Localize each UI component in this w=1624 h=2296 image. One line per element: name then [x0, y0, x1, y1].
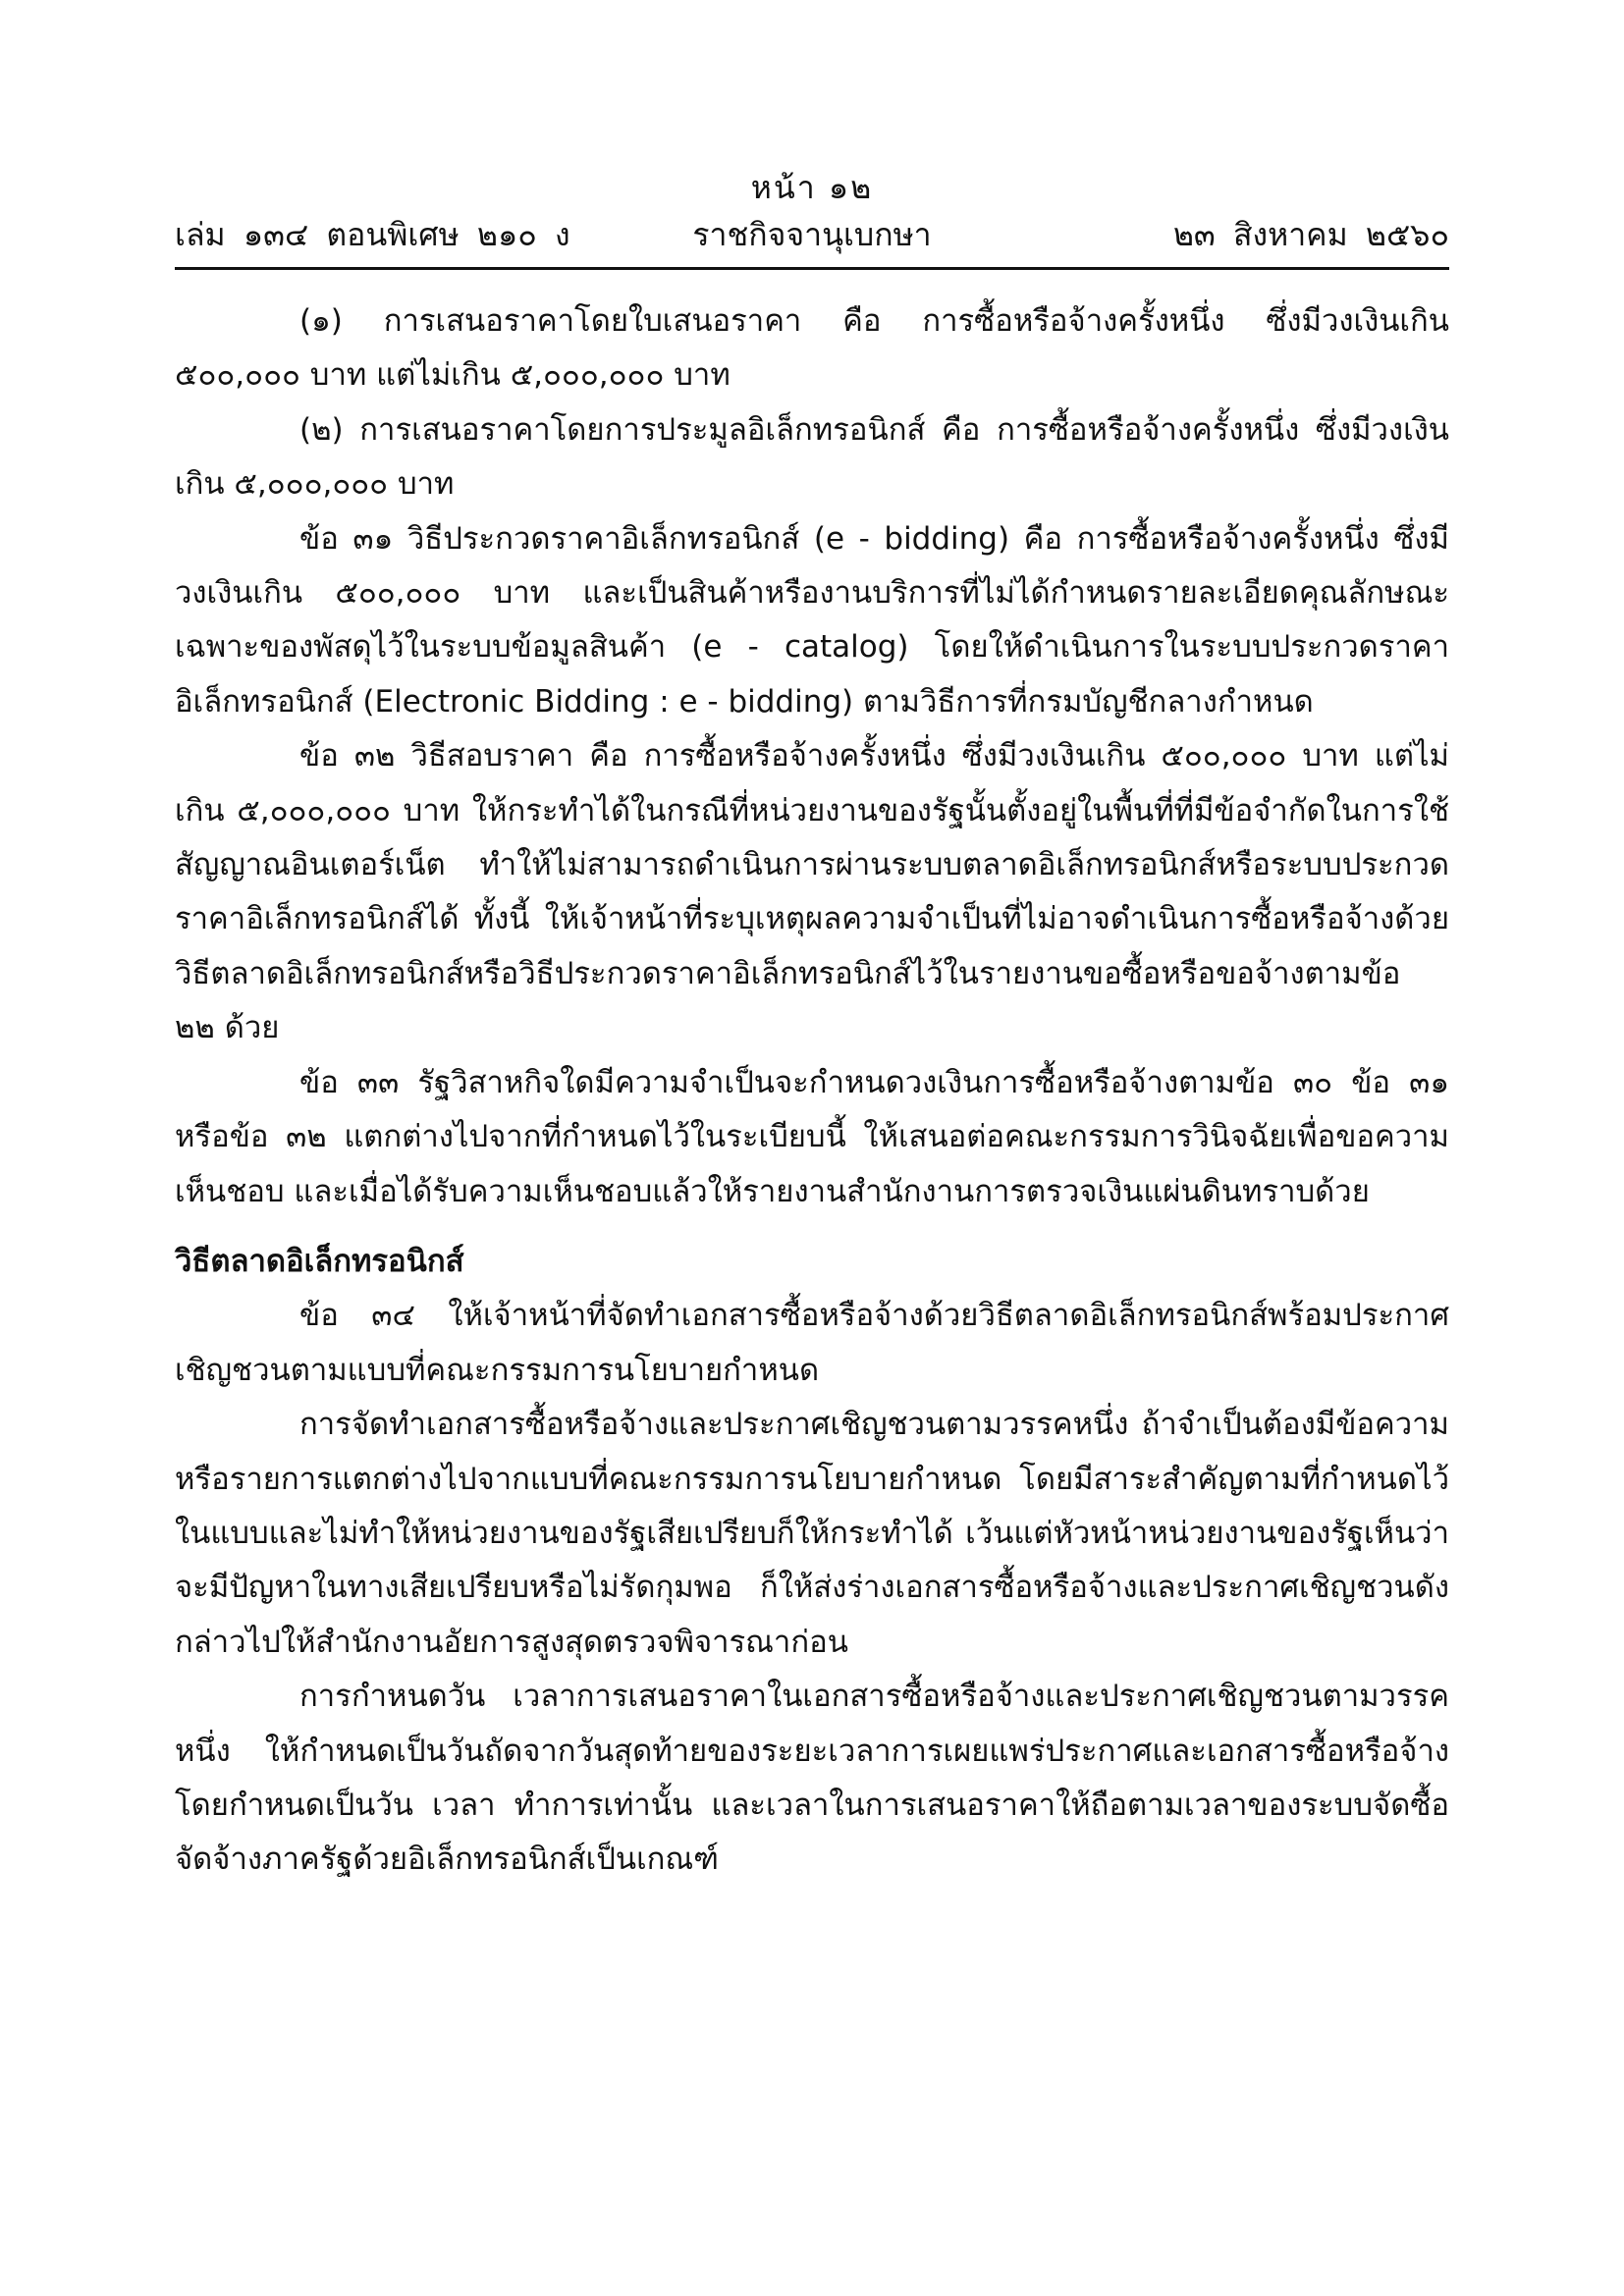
clause-32: ข้อ ๓๒ วิธีสอบราคา คือ การซื้อหรือจ้างครั้งหนึ่ง ซึ่งมีวงเงินเกิน ๕๐๐,๐๐๐ บาท แต่ไม่เกิน ๕,๐๐๐,๐๐๐ บาท ให้กระทำได้ในกรณีที่หน่วยงานของรัฐนั้นตั้งอยู่ในพื้นที่ที่มีข้อจำกัดในการใช้สัญญาณอินเตอร์เน็ต ทำให้ไม่สามารถดำเนินการผ่านระบบตลาดอิเล็กทรอนิกส์หรือระบบประกวดราคาอิเล็กทรอนิกส์ได้ ทั้งนี้ ให้เจ้าหน้าที่ระบุเหตุผลความจำเป็นที่ไม่อาจดำเนินการซื้อหรือจ้างด้วยวิธีตลาดอิเล็กทรอนิกส์หรือวิธีประกวดราคาอิเล็กทรอนิกส์ไว้ในรายงานขอซื้อหรือขอจ้างตามข้อ ๒๒ ด้วย [175, 738, 1449, 1046]
paragraph-1: (๑) การเสนอราคาโดยใบเสนอราคา คือ การซื้อหรือจ้างครั้งหนึ่ง ซึ่งมีวงเงินเกิน ๕๐๐,๐๐๐ บาท แต่ไม่เกิน ๕,๐๐๐,๐๐๐ บาท [175, 303, 1449, 394]
clause-34-paragraph-2: การจัดทำเอกสารซื้อหรือจ้างและประกาศเชิญชวนตามวรรคหนึ่ง ถ้าจำเป็นต้องมีข้อความหรือรายการแตกต่างไปจากแบบที่คณะกรรมการนโยบายกำหนด โดยมีสาระสำคัญตามที่กำหนดไว้ในแบบและไม่ทำให้หน่วยงานของรัฐเสียเปรียบก็ให้กระทำได้ เว้นแต่หัวหน้าหน่วยงานของรัฐเห็นว่าจะมีปัญหาในทางเสียเปรียบหรือไม่รัดกุมพอ ก็ให้ส่งร่างเอกสารซื้อหรือจ้างและประกาศเชิญชวนดังกล่าวไปให้สำนักงานอัยการสูงสุดตรวจพิจารณาก่อน [175, 1407, 1449, 1660]
section-heading: วิธีตลาดอิเล็กทรอนิกส์ [175, 1243, 464, 1279]
clause-31: ข้อ ๓๑ วิธีประกวดราคาอิเล็กทรอนิกส์ (e - bidding) คือ การซื้อหรือจ้างครั้งหนึ่ง ซึ่งมีวงเงินเกิน ๕๐๐,๐๐๐ บาท และเป็นสินค้าหรืองานบริการที่ไม่ได้กำหนดรายละเอียดคุณลักษณะเฉพาะของพัสดุไว้ในระบบข้อมูลสินค้า (e - catalog) โดยให้ดำเนินการในระบบประกวดราคาอิเล็กทรอนิกส์ (Electronic Bidding : e - bidding) ตามวิธีการที่กรมบัญชีกลางกำหนด [175, 520, 1449, 720]
page-number: หน้า ๑๒ [750, 169, 874, 206]
clause-34: ข้อ ๓๔ ให้เจ้าหน้าที่จัดทำเอกสารซื้อหรือจ้างด้วยวิธีตลาดอิเล็กทรอนิกส์พร้อมประกาศเชิญชวนตามแบบที่คณะกรรมการนโยบายกำหนด [175, 1298, 1449, 1388]
volume-issue: เล่ม ๑๓๔ ตอนพิเศษ ๒๑๐ ง [175, 216, 570, 253]
clause-33: ข้อ ๓๓ รัฐวิสาหกิจใดมีความจำเป็นจะกำหนดวงเงินการซื้อหรือจ้างตามข้อ ๓๐ ข้อ ๓๑ หรือข้อ ๓๒ แตกต่างไปจากที่กำหนดไว้ในระเบียบนี้ ให้เสนอต่อคณะกรรมการวินิจฉัยเพื่อขอความเห็นชอบ และเมื่อได้รับความเห็นชอบแล้วให้รายงานสำนักงานการตรวจเงินแผ่นดินทราบด้วย [175, 1064, 1449, 1209]
header-divider [175, 267, 1449, 270]
publication-date: ๒๓ สิงหาคม ๒๕๖๐ [1172, 216, 1449, 253]
clause-34-paragraph-3: การกำหนดวัน เวลาการเสนอราคาในเอกสารซื้อหรือจ้างและประกาศเชิญชวนตามวรรคหนึ่ง ให้กำหนดเป็นวันถัดจากวันสุดท้ายของระยะเวลาการเผยแพร่ประกาศและเอกสารซื้อหรือจ้าง โดยกำหนดเป็นวัน เวลา ทำการเท่านั้น และเวลาในการเสนอราคาให้ถือตามเวลาของระบบจัดซื้อจัดจ้างภาครัฐด้วยอิเล็กทรอนิกส์เป็นเกณฑ์ [175, 1679, 1449, 1878]
document-body [175, 294, 1449, 1888]
paragraph-2: (๒) การเสนอราคาโดยการประมูลอิเล็กทรอนิกส์ คือ การซื้อหรือจ้างครั้งหนึ่ง ซึ่งมีวงเงินเกิน ๕,๐๐๐,๐๐๐ บาท [175, 411, 1449, 503]
gazette-title: ราชกิจจานุเบกษา [692, 216, 932, 253]
gazette-header [175, 212, 1449, 257]
